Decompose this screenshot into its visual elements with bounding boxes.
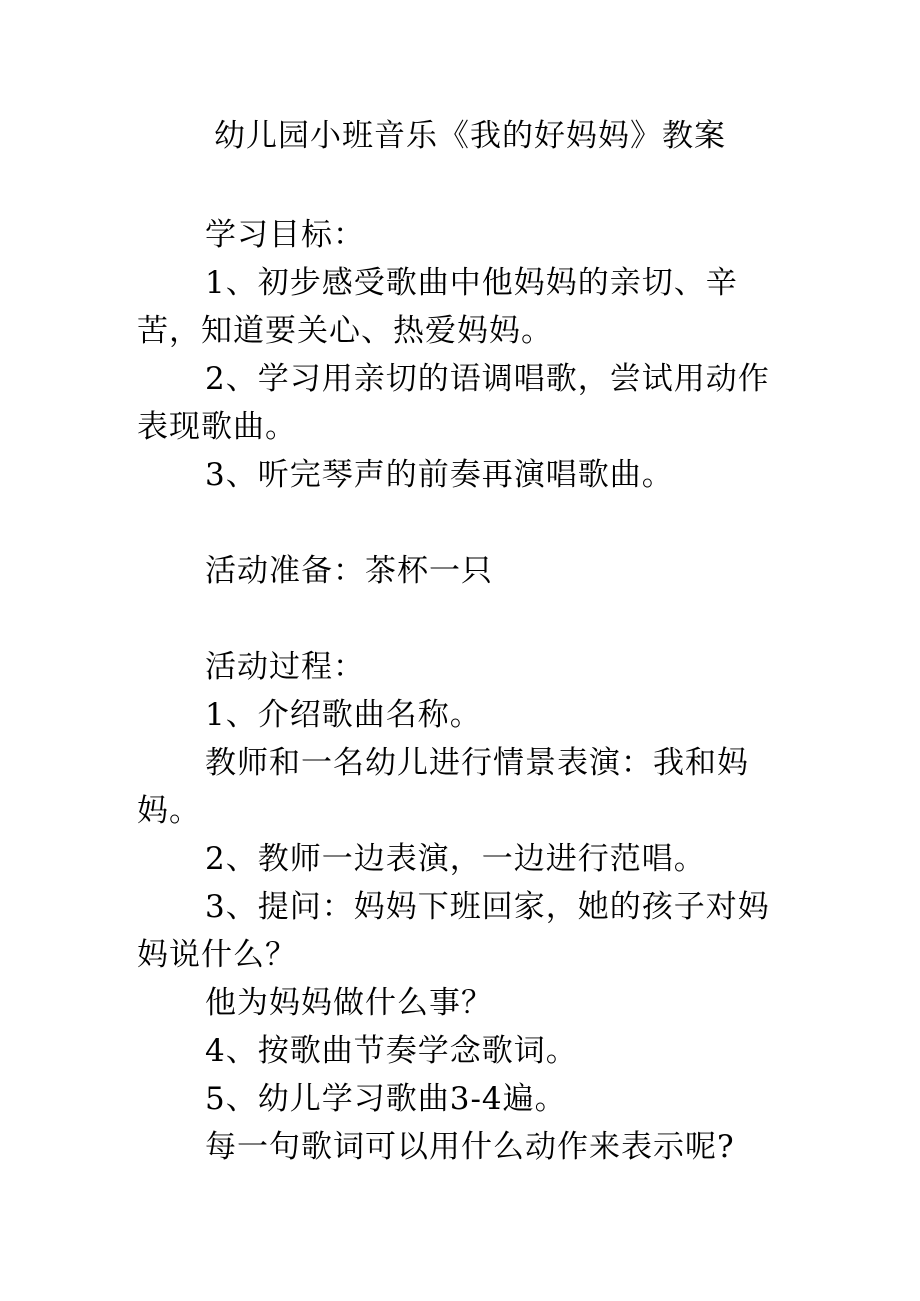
section-spacer [137,595,787,643]
step-5-followup: 每一句歌词可以用什么动作来表示呢? [205,1129,735,1165]
goal-1-line-2: 苦，知道要关心、热爱妈妈。 [137,313,553,349]
goal-3: 3、听完琴声的前奏再演唱歌曲。 [205,457,674,493]
step-5: 5、幼儿学习歌曲3-4遍。 [205,1081,567,1117]
section-spacer [137,499,787,547]
step-1: 1、介绍歌曲名称。 [205,697,482,733]
document-title: 幼儿园小班音乐《我的好妈妈》教案 [214,118,726,154]
activity-preparation: 活动准备：茶杯一只 [205,553,493,589]
step-3-line-1: 3、提问：妈妈下班回家，她的孩子对妈 [205,889,770,925]
document-body [137,211,787,1171]
step-1-detail-line-1: 教师和一名幼儿进行情景表演：我和妈 [205,745,749,781]
process-heading: 活动过程： [205,649,365,685]
goals-heading: 学习目标： [205,217,365,253]
step-1-detail-line-2: 妈。 [137,793,201,829]
step-4: 4、按歌曲节奏学念歌词。 [205,1033,578,1069]
goal-2-line-1: 2、学习用亲切的语调唱歌，尝试用动作 [205,361,770,397]
goal-1-line-1: 1、初步感受歌曲中他妈妈的亲切、辛 [205,265,738,301]
step-3-line-2: 妈说什么？ [137,937,297,973]
goal-2-line-2: 表现歌曲。 [137,409,297,445]
step-3-followup: 他为妈妈做什么事？ [205,985,493,1021]
step-2: 2、教师一边表演，一边进行范唱。 [205,841,706,877]
